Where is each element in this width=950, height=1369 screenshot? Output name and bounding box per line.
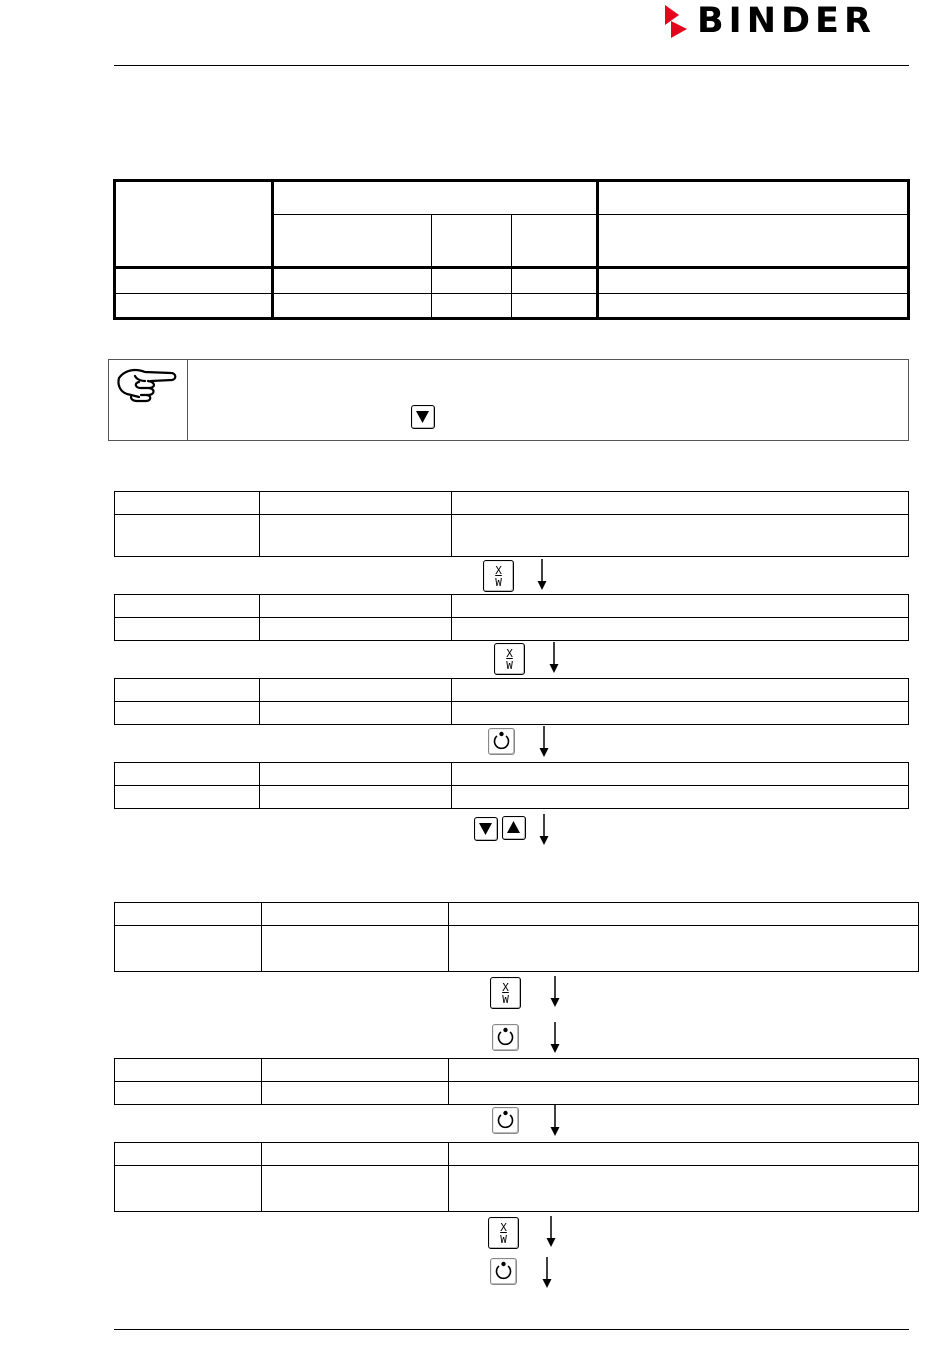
footer-rule (114, 1329, 909, 1330)
down-arrow-icon (548, 642, 560, 674)
xw-key-icon: X W (494, 643, 525, 675)
down-key-icon (411, 405, 435, 429)
table-divider (596, 182, 599, 317)
display-table (114, 762, 909, 809)
cycle-key-icon (492, 1107, 519, 1134)
display-table (114, 594, 909, 641)
note-box (108, 359, 909, 441)
down-arrow-icon (545, 1216, 557, 1248)
table-divider (271, 182, 274, 317)
display-table (114, 902, 919, 972)
header-rule (114, 65, 909, 66)
brand-logo (665, 3, 876, 39)
xw-key-icon: X W (488, 1217, 519, 1249)
table-divider (274, 214, 907, 215)
xw-key-icon: X W (483, 560, 514, 592)
pointing-hand-icon (115, 364, 179, 408)
display-table (114, 1058, 919, 1105)
cycle-key-icon (490, 1258, 517, 1285)
down-arrow-icon (541, 1257, 553, 1289)
parameter-table (113, 179, 910, 320)
down-arrow-icon (538, 726, 550, 758)
down-arrow-icon (538, 814, 550, 846)
xw-key-icon: X W (490, 977, 521, 1009)
brand-logo-mark-icon (665, 3, 689, 39)
display-table (114, 678, 909, 725)
up-key-icon (502, 816, 526, 840)
down-arrow-icon (536, 559, 548, 591)
cycle-key-icon (488, 728, 515, 755)
down-arrow-icon (549, 976, 561, 1008)
brand-name: BINDER (697, 1, 876, 41)
table-divider (116, 293, 907, 294)
table-divider (116, 266, 907, 269)
cycle-key-icon (492, 1024, 519, 1051)
down-arrow-icon (549, 1105, 561, 1137)
down-key-icon (474, 817, 498, 841)
display-table (114, 491, 909, 557)
down-arrow-icon (549, 1022, 561, 1054)
display-table (114, 1142, 919, 1212)
